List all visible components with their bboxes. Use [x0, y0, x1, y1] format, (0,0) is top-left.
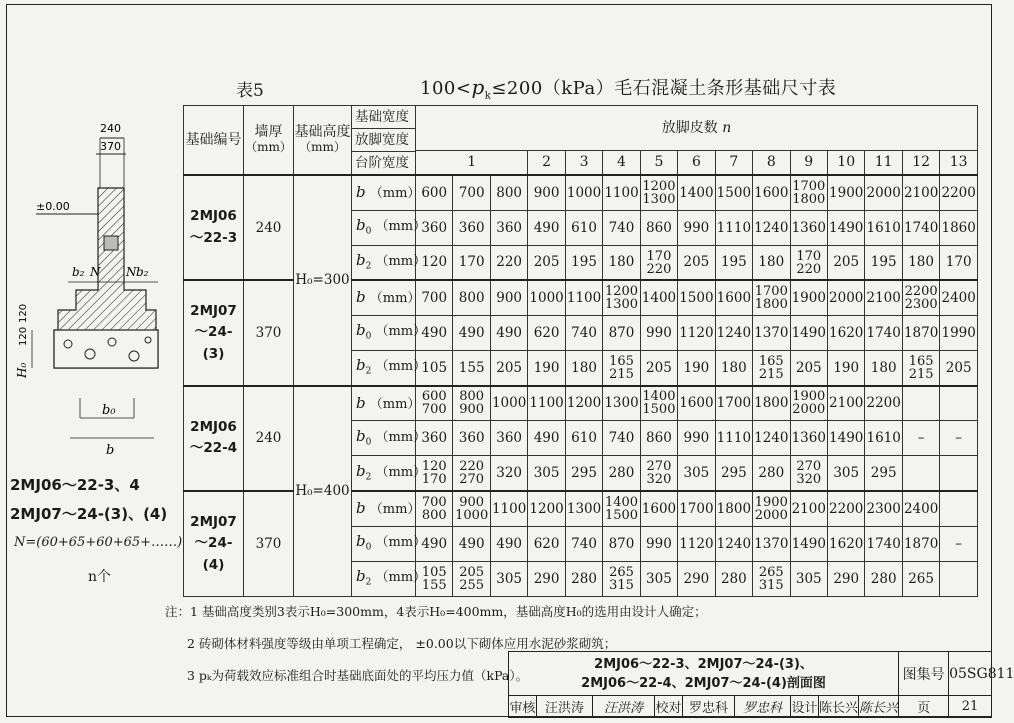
value-cell: 610 — [565, 421, 602, 456]
value-cell: 360 — [453, 421, 490, 456]
value-cell: 205 — [640, 351, 677, 386]
value-cell: 190 — [528, 351, 565, 386]
value-cell: 105 155 — [416, 561, 453, 596]
value-cell: 1900 — [827, 175, 864, 210]
value-cell: 270 320 — [790, 456, 827, 491]
n-count-label: n个 — [88, 569, 112, 585]
value-cell: 2100 — [902, 175, 939, 210]
value-cell — [940, 561, 978, 596]
value-cell: 1400 — [678, 175, 715, 210]
value-cell: 740 — [603, 210, 640, 245]
foundation-code: 2MJ07～24-(3) — [184, 280, 244, 385]
value-cell: 195 — [865, 245, 902, 280]
review-signature: 汪洪涛 — [593, 696, 655, 718]
value-cell: 1500 — [715, 175, 752, 210]
value-cell: 1100 — [565, 280, 602, 315]
value-cell: 1100 — [528, 386, 565, 421]
row-label: $b_2$ （mm） — [352, 245, 416, 280]
value-cell: 205 — [490, 351, 527, 386]
row-label: $b_0$ （mm） — [352, 315, 416, 350]
foundation-section-sketch — [8, 118, 178, 463]
value-cell: 740 — [603, 421, 640, 456]
value-cell: 740 — [565, 526, 602, 561]
value-cell: 1400 1500 — [603, 491, 640, 526]
value-cell: 295 — [715, 456, 752, 491]
review-label: 审核 — [509, 696, 537, 718]
value-cell: 1860 — [940, 210, 978, 245]
value-cell: 620 — [528, 315, 565, 350]
header-n: 放脚皮数 n — [416, 106, 978, 151]
value-cell: 120 170 — [416, 456, 453, 491]
value-cell: 900 — [528, 175, 565, 210]
header-code: 基础编号 — [184, 106, 244, 176]
value-cell: 360 — [490, 210, 527, 245]
value-cell: 2100 — [827, 386, 864, 421]
value-cell: 280 — [603, 456, 640, 491]
wall-thickness: 240 — [244, 386, 294, 491]
table-row — [184, 175, 978, 210]
value-cell: 290 — [528, 561, 565, 596]
value-cell: 1360 — [790, 421, 827, 456]
value-cell: 600 — [416, 175, 453, 210]
value-cell: 165 215 — [902, 351, 939, 386]
value-cell: 205 — [790, 351, 827, 386]
b0-label: b₀ — [102, 403, 116, 418]
header-height: 基础高度 （mm） — [294, 106, 352, 176]
value-cell: 265 315 — [753, 561, 790, 596]
atlas-number: 05SG811 — [949, 652, 992, 696]
value-cell: 740 — [565, 315, 602, 350]
value-cell: 1870 — [902, 315, 939, 350]
value-cell: 190 — [678, 351, 715, 386]
value-cell: 1990 — [940, 315, 978, 350]
value-cell: 180 — [902, 245, 939, 280]
value-cell: 2200 — [865, 386, 902, 421]
value-cell: 205 — [940, 351, 978, 386]
value-cell: 170 — [940, 245, 978, 280]
foundation-code: 2MJ06～22-4 — [184, 386, 244, 491]
value-cell: 1400 1500 — [640, 386, 677, 421]
value-cell: 1740 — [902, 210, 939, 245]
check-name: 罗忠科 — [683, 696, 735, 718]
value-cell: 305 — [827, 456, 864, 491]
value-cell: 360 — [490, 421, 527, 456]
value-cell: 2200 — [827, 491, 864, 526]
value-cell: 205 — [827, 245, 864, 280]
value-cell: 1200 1300 — [603, 280, 640, 315]
note-3: 3 pₖ为荷载效应标准组合时基础底面处的平均压力值（kPa）。 — [187, 668, 529, 683]
value-cell: 600 700 — [416, 386, 453, 421]
design-name: 陈长兴 — [819, 696, 859, 718]
value-cell: 305 — [490, 561, 527, 596]
value-cell: 1120 — [678, 526, 715, 561]
atlas-label: 图集号 — [899, 652, 949, 696]
value-cell: 1490 — [827, 210, 864, 245]
value-cell: 700 — [416, 280, 453, 315]
value-cell: 280 — [753, 456, 790, 491]
value-cell: 610 — [565, 210, 602, 245]
value-cell: 900 — [490, 280, 527, 315]
value-cell: 2400 — [940, 280, 978, 315]
wall-thickness: 370 — [244, 491, 294, 596]
value-cell: 800 — [490, 175, 527, 210]
row-label: $b_2$ （mm） — [352, 561, 416, 596]
dim-240: 240 — [100, 122, 121, 135]
value-cell: 1490 — [790, 315, 827, 350]
foundation-code: 2MJ06～22-3 — [184, 175, 244, 280]
value-cell: 1300 — [603, 386, 640, 421]
sketch-caption-1: 2MJ06～22-3、4 — [10, 476, 140, 494]
note-1: 注：1 基础高度类别3表示H₀=300mm，4表示H₀=400mm，基础高度H₀的选用由设计人确定； — [165, 604, 707, 619]
value-cell: 1600 — [715, 280, 752, 315]
value-cell: 195 — [565, 245, 602, 280]
value-cell: 1200 — [528, 491, 565, 526]
foundation-height: H₀=400 — [294, 386, 352, 597]
value-cell: 870 — [603, 526, 640, 561]
value-cell: 1120 — [678, 315, 715, 350]
value-cell: 1600 — [753, 175, 790, 210]
value-cell: 180 — [603, 245, 640, 280]
value-cell: 1800 — [715, 491, 752, 526]
value-cell: 1500 — [678, 280, 715, 315]
value-cell: 290 — [678, 561, 715, 596]
check-label: 校对 — [655, 696, 683, 718]
value-cell: – — [940, 421, 978, 456]
value-cell: 1610 — [865, 210, 902, 245]
value-cell: 1370 — [753, 526, 790, 561]
table-label: 表5 — [236, 81, 264, 101]
value-cell: 1900 2000 — [753, 491, 790, 526]
value-cell: 1370 — [753, 315, 790, 350]
value-cell: 280 — [565, 561, 602, 596]
value-cell: 360 — [416, 210, 453, 245]
foundation-dimension-table: 基础编号 墙厚 （mm） 基础高度 （mm） 基础宽度 放脚宽度 台阶宽度 放脚皮数 n 1 2 3 4 5 6 7 8 9 10 11 12 13 2MJ06～22-3 240 H₀=300 b （mm） 600 700 800 900 1000 1100 1200 1300 1400 1500 1600 1700 1800 1900 2000 2100 2200 $b_0$ （mm） 360 360 360 490 610 740 860 990 1110 1240 1360 1490 1610 1740 1860 $b_2$ （mm） 120 170 220 205 195 180 170 220 205 195 180 170 220 205 195 180 170 2MJ07～24-(3) 370 b （mm） 700 800 900 1000 1100 1200 1300 1400 1500 1600 1700 1800 1900 2000 2100 2200 2300 2400 $b_0$ （mm） 490 490 490 620 740 870 990 1120 1240 1370 1490 1620 1740 1870 1990 $b_2$ （mm） 105 155 205 190 180 165 215 205 190 180 165 215 205 190 180 165 215 205 2MJ06～22-4 240 H₀=400 b （mm） 600 700 800 900 1000 1100 1200 1300 1400 1500 1600 1700 1800 1900 2000 2100 2200 $b_0$ （mm） 360 360 360 490 610 740 860 990 1110 1240 1360 1490 1610 – – $b_2$ （mm） 120 170 220 270 320 305 295 280 270 320 305 295 280 270 320 305 295 2MJ07～24-(4) 370 b （mm） 700 800 900 1000 1100 1200 1300 1400 1500 1600 1700 1800 1900 2000 2100 2200 2300 2400 $b_0$ （mm） 490 490 490 620 740 870 990 1120 1240 1370 1490 1620 1740 1870 – $b_2$ （mm） 105 155 205 255 305 290 280 265 315 305 290 280 265 315 305 290 280 265 — [183, 105, 978, 597]
value-cell: 165 215 — [753, 351, 790, 386]
foundation-code: 2MJ07～24-(4) — [184, 491, 244, 596]
value-cell: 295 — [865, 456, 902, 491]
value-cell: 105 — [416, 351, 453, 386]
value-cell: 700 — [453, 175, 490, 210]
value-cell — [902, 386, 939, 421]
value-cell: 170 220 — [790, 245, 827, 280]
value-cell: 1360 — [790, 210, 827, 245]
value-cell: 990 — [640, 526, 677, 561]
value-cell: 205 — [678, 245, 715, 280]
value-cell: 1240 — [753, 210, 790, 245]
value-cell: 1600 — [678, 386, 715, 421]
value-cell: 620 — [528, 526, 565, 561]
page-number: 21 — [949, 696, 992, 718]
value-cell: 1740 — [865, 315, 902, 350]
note-2: 2 砖砌体材料强度等级由单项工程确定， ±0.00以下砌体应用水泥砂浆砌筑； — [187, 636, 617, 651]
value-cell: – — [940, 526, 978, 561]
value-cell: 290 — [827, 561, 864, 596]
dim-120-a: 120 — [18, 303, 29, 323]
design-label: 设计 — [791, 696, 819, 718]
value-cell: 190 — [827, 351, 864, 386]
value-cell: 1600 — [640, 491, 677, 526]
value-cell: 490 — [453, 315, 490, 350]
row-label: $b_2$ （mm） — [352, 456, 416, 491]
dim-120-b: 120 — [18, 326, 29, 346]
value-cell: 180 — [753, 245, 790, 280]
header-width-stack: 基础宽度 放脚宽度 台阶宽度 — [352, 106, 416, 176]
value-cell: 270 320 — [640, 456, 677, 491]
row-label: $b_0$ （mm） — [352, 210, 416, 245]
value-cell: 360 — [416, 421, 453, 456]
value-cell: 1870 — [902, 526, 939, 561]
value-cell: 360 — [453, 210, 490, 245]
value-cell — [902, 456, 939, 491]
design-signature: 陈长兴 — [859, 696, 899, 718]
n-right-label: N — [126, 265, 137, 279]
value-cell: 1100 — [603, 175, 640, 210]
value-cell: 195 — [715, 245, 752, 280]
value-cell: 1700 — [678, 491, 715, 526]
value-cell: 180 — [715, 351, 752, 386]
check-signature: 罗忠科 — [735, 696, 791, 718]
value-cell: 205 — [528, 245, 565, 280]
value-cell: 170 220 — [640, 245, 677, 280]
value-cell: 265 — [902, 561, 939, 596]
value-cell: 1800 — [753, 386, 790, 421]
row-label: b （mm） — [352, 491, 416, 526]
value-cell: 155 — [453, 351, 490, 386]
wall-thickness: 370 — [244, 280, 294, 385]
value-cell: 305 — [640, 561, 677, 596]
value-cell: 180 — [565, 351, 602, 386]
value-cell: 1900 — [790, 280, 827, 315]
b2-right-label: b₂ — [136, 265, 149, 279]
value-cell: 265 315 — [603, 561, 640, 596]
value-cell: 1740 — [865, 526, 902, 561]
value-cell: 205 255 — [453, 561, 490, 596]
value-cell: 2100 — [790, 491, 827, 526]
page-title: $100<p_k\le 200(kPa)$毛石混凝土条形基础尺寸表 — [420, 75, 837, 102]
value-cell: 280 — [715, 561, 752, 596]
value-cell: 490 — [528, 210, 565, 245]
value-cell: 1490 — [827, 421, 864, 456]
row-label: $b_2$ （mm） — [352, 351, 416, 386]
value-cell: 2000 — [865, 175, 902, 210]
header-n-1: 1 — [416, 151, 528, 176]
value-cell: 1400 — [640, 280, 677, 315]
value-cell: 1200 — [565, 386, 602, 421]
value-cell — [940, 386, 978, 421]
page-label: 页 — [899, 696, 949, 718]
value-cell — [940, 456, 978, 491]
value-cell: 1700 1800 — [790, 175, 827, 210]
row-label: $b_0$ （mm） — [352, 421, 416, 456]
value-cell: 280 — [865, 561, 902, 596]
value-cell: 990 — [640, 315, 677, 350]
value-cell: 305 — [528, 456, 565, 491]
value-cell: 1110 — [715, 210, 752, 245]
h0-label: H₀ — [15, 362, 29, 378]
n-left-label: N — [90, 265, 101, 279]
value-cell: 1110 — [715, 421, 752, 456]
value-cell: 165 215 — [603, 351, 640, 386]
drawing-title: 2MJ06～22-3、2MJ07～24-(3)、 2MJ06～22-4、2MJ07～24-(4)剖面图 — [509, 652, 899, 696]
value-cell: 1240 — [753, 421, 790, 456]
value-cell: 2000 — [827, 280, 864, 315]
elevation-label: ±0.00 — [36, 200, 70, 213]
sketch-caption-2: 2MJ07～24-(3)、(4) — [10, 505, 168, 523]
value-cell: 990 — [678, 210, 715, 245]
value-cell: 900 1000 — [453, 491, 490, 526]
row-label: $b_0$ （mm） — [352, 526, 416, 561]
value-cell: 1300 — [565, 491, 602, 526]
value-cell: 490 — [528, 421, 565, 456]
value-cell: 2400 — [902, 491, 939, 526]
value-cell: 170 — [453, 245, 490, 280]
review-name: 汪洪涛 — [537, 696, 593, 718]
header-wall: 墙厚 （mm） — [244, 106, 294, 176]
value-cell: 1000 — [528, 280, 565, 315]
row-label: b （mm） — [352, 280, 416, 315]
value-cell: 800 900 — [453, 386, 490, 421]
value-cell: 180 — [865, 351, 902, 386]
value-cell: 700 800 — [416, 491, 453, 526]
value-cell: 1200 1300 — [640, 175, 677, 210]
value-cell: 220 270 — [453, 456, 490, 491]
b-label: b — [106, 443, 115, 458]
value-cell: 490 — [416, 526, 453, 561]
value-cell: 2300 — [865, 491, 902, 526]
b2-left-label: b₂ — [72, 265, 85, 279]
foundation-height: H₀=300 — [294, 175, 352, 386]
value-cell: 870 — [603, 315, 640, 350]
value-cell: 1100 — [490, 491, 527, 526]
value-cell: 490 — [416, 315, 453, 350]
value-cell: 1620 — [827, 526, 864, 561]
value-cell: 120 — [416, 245, 453, 280]
value-cell: 1610 — [865, 421, 902, 456]
row-label: b （mm） — [352, 386, 416, 421]
value-cell: 2200 — [940, 175, 978, 210]
value-cell: 305 — [678, 456, 715, 491]
value-cell: 2100 — [865, 280, 902, 315]
value-cell: 2200 2300 — [902, 280, 939, 315]
value-cell: 1000 — [490, 386, 527, 421]
value-cell: 800 — [453, 280, 490, 315]
value-cell: 1900 2000 — [790, 386, 827, 421]
wall-thickness: 240 — [244, 175, 294, 280]
value-cell: 1700 — [715, 386, 752, 421]
value-cell: 1700 1800 — [753, 280, 790, 315]
value-cell: 1490 — [790, 526, 827, 561]
value-cell: – — [902, 421, 939, 456]
value-cell: 320 — [490, 456, 527, 491]
value-cell: 1240 — [715, 526, 752, 561]
value-cell: 490 — [490, 315, 527, 350]
value-cell: 990 — [678, 421, 715, 456]
value-cell: 295 — [565, 456, 602, 491]
n-formula: N=(60+65+60+65+……) — [14, 535, 183, 550]
value-cell: 1240 — [715, 315, 752, 350]
table-row — [184, 386, 978, 421]
value-cell: 490 — [453, 526, 490, 561]
value-cell: 1620 — [827, 315, 864, 350]
value-cell — [940, 491, 978, 526]
value-cell: 490 — [490, 526, 527, 561]
dim-370: 370 — [100, 140, 121, 153]
value-cell: 860 — [640, 421, 677, 456]
value-cell: 305 — [790, 561, 827, 596]
value-cell: 860 — [640, 210, 677, 245]
row-label: b （mm） — [352, 175, 416, 210]
value-cell: 1000 — [565, 175, 602, 210]
value-cell: 220 — [490, 245, 527, 280]
title-block — [508, 651, 1014, 718]
